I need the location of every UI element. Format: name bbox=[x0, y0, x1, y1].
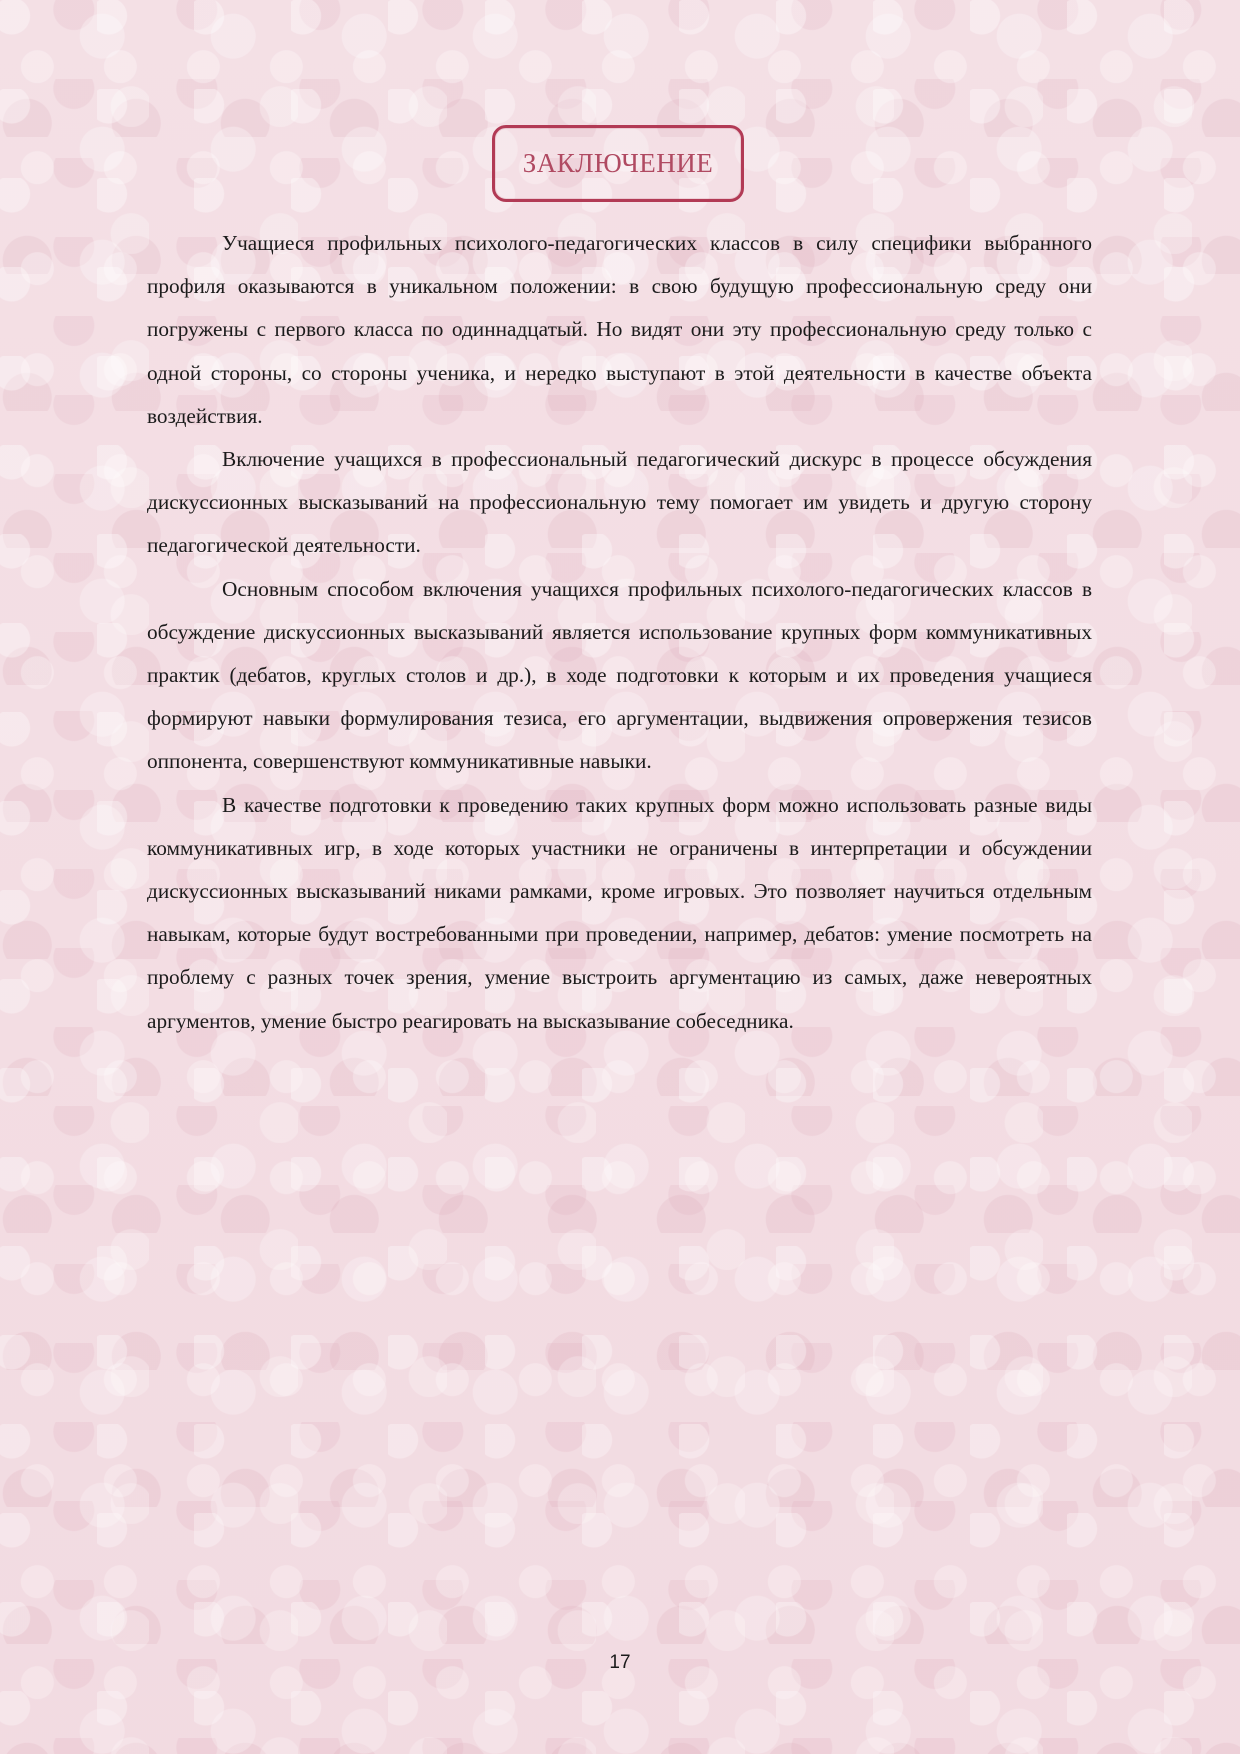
section-title-frame bbox=[492, 125, 744, 202]
section-title: ЗАКЛЮЧЕНИЕ bbox=[522, 148, 714, 178]
paragraph-4: В качестве подготовки к проведению таких крупных форм можно использовать разные виды коммуникативных игр, в ходе которых участники не ограничены в интерпретации и обсуждении дискуссионных высказываний никами рамками, кроме игровых. Это позволяет научиться отдельным навыкам, которые будут востребованными при проведении, например, дебатов: умение посмотреть на проблему с разных точек зрения, умение выстроить аргументацию из самых, даже невероятных аргументов, умение быстро реагировать на высказывание собеседника. bbox=[147, 792, 1092, 1033]
paragraph-1: Учащиеся профильных психолого-педагогических классов в силу специфики выбранного профиля оказываются в уникальном положении: в свою будущую профессиональную среду они погружены с первого класса по одиннадцатый. Но видят они эту профессиональную среду только с одной стороны, со стороны ученика, и нередко выступают в этой деятельности в качестве объекта воздействия. bbox=[147, 231, 1092, 428]
page-number: 17 bbox=[609, 1652, 631, 1673]
paragraph-2: Включение учащихся в профессиональный педагогический дискурс в процессе обсуждения дискуссионных высказываний на профессиональную тему помогает им увидеть и другую сторону педагогической деятельности. bbox=[147, 447, 1092, 558]
body-text bbox=[147, 222, 1092, 1043]
paragraph-3: Основным способом включения учащихся профильных психолого-педагогических классов в обсуждение дискуссионных высказываний является использование крупных форм коммуникативных практик (дебатов, круглых столов и др.), в ходе подготовки к которым и их проведения учащиеся формируют навыки формулирования тезиса, его аргументации, выдвижения опровержения тезисов оппонента, совершенствуют коммуникативные навыки. bbox=[147, 576, 1092, 774]
